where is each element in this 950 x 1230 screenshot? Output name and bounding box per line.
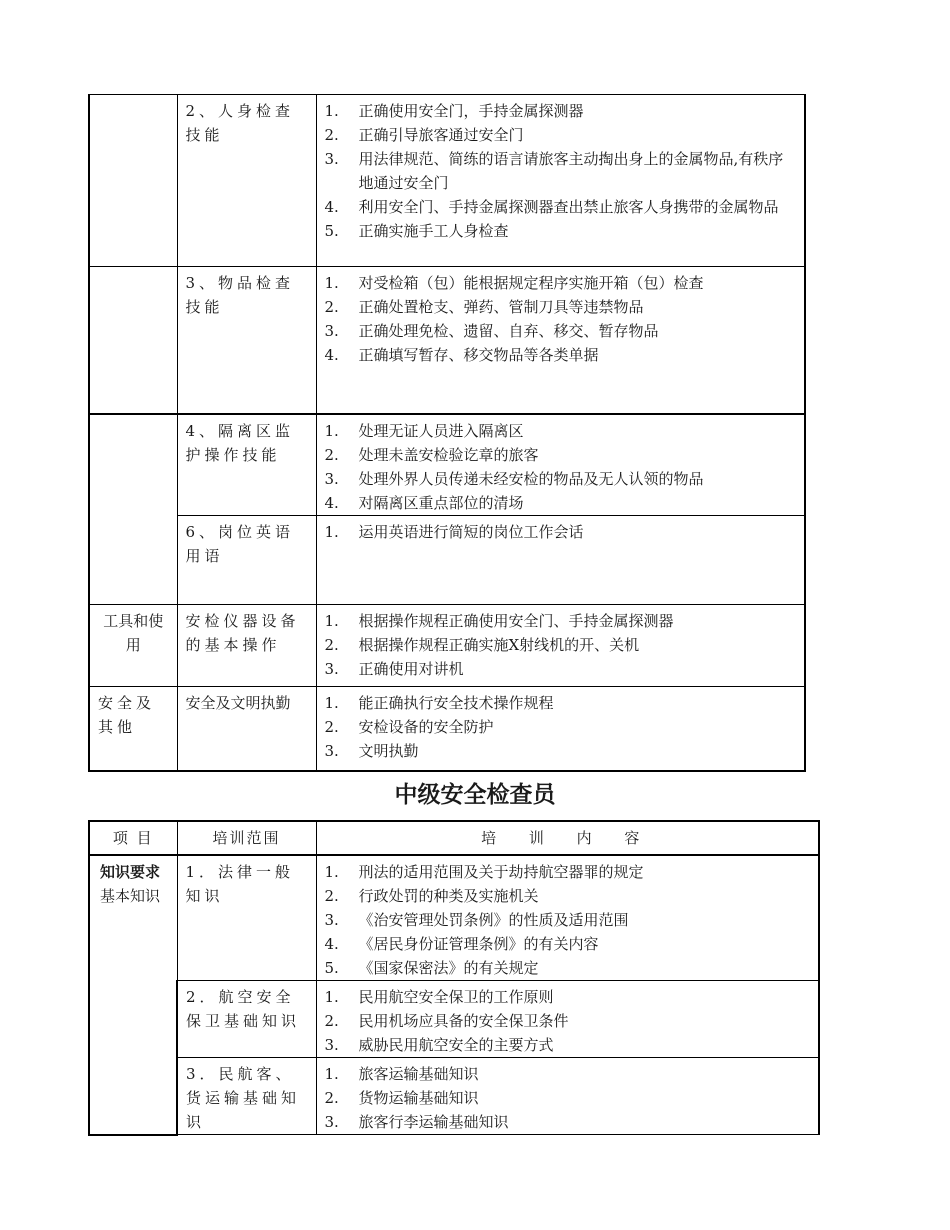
table-header-row bbox=[89, 821, 819, 855]
list-item: 4. 正确填写暂存、移交物品等各类单据 bbox=[324, 346, 599, 364]
table-row bbox=[89, 1058, 819, 1135]
content-cell bbox=[316, 1058, 819, 1135]
content-cell bbox=[316, 981, 819, 1058]
content-cell bbox=[316, 267, 805, 414]
project-cell bbox=[89, 414, 177, 516]
list-item: 5. 《国家保密法》的有关规定 bbox=[324, 959, 539, 977]
list-item: 3. 用法律规范、简练的语言请旅客主动掏出身上的金属物品,有秩序地通过安全门 bbox=[324, 150, 784, 192]
table-row bbox=[89, 95, 805, 267]
list-item: 4. 《居民身份证管理条例》的有关内容 bbox=[324, 935, 599, 953]
content-cell bbox=[316, 855, 819, 981]
list-item: 5. 正确实施手工人身检查 bbox=[324, 222, 509, 240]
list-item: 2. 根据操作规程正确实施X射线机的开、关机 bbox=[324, 636, 640, 654]
project-cell: 工具和使用 bbox=[89, 605, 177, 687]
list-item: 3. 处理外界人员传递未经安检的物品及无人认领的物品 bbox=[324, 469, 704, 488]
list-item: 3. 文明执勤 bbox=[324, 742, 419, 760]
list-item: 2. 正确引导旅客通过安全门 bbox=[324, 126, 524, 144]
range-cell: 安检仪器设备的基本操作 bbox=[177, 605, 316, 687]
intermediate-training-table bbox=[88, 820, 820, 1136]
project-cell: 安全及其他 bbox=[89, 687, 177, 771]
content-cell bbox=[316, 687, 805, 771]
table-row bbox=[89, 605, 805, 687]
list-item: 4. 对隔离区重点部位的清场 bbox=[324, 493, 524, 512]
content-cell bbox=[316, 414, 805, 516]
project-cell bbox=[89, 95, 177, 267]
table-row bbox=[89, 687, 805, 771]
list-item: 2. 货物运输基础知识 bbox=[324, 1089, 479, 1107]
list-item: 1. 刑法的适用范围及关于劫持航空器罪的规定 bbox=[324, 863, 644, 881]
range-cell: 安全及文明执勤 bbox=[177, 687, 316, 771]
list-item: 3. 正确使用对讲机 bbox=[324, 660, 464, 678]
content-cell bbox=[316, 95, 805, 267]
list-item: 3. 正确处理免检、遗留、自弃、移交、暂存物品 bbox=[324, 322, 659, 340]
list-item: 3. 《治安管理处罚条例》的性质及适用范围 bbox=[324, 911, 629, 929]
list-item: 2. 安检设备的安全防护 bbox=[324, 718, 494, 736]
list-item: 4. 利用安全门、手持金属探测器查出禁止旅客人身携带的金属物品 bbox=[324, 198, 779, 216]
project-cell bbox=[89, 516, 177, 605]
list-item: 1. 根据操作规程正确使用安全门、手持金属探测器 bbox=[324, 612, 674, 630]
section-title: 中级安全检查员 bbox=[394, 782, 556, 808]
table-row bbox=[89, 414, 805, 516]
range-cell: 1．法律一般知识 bbox=[177, 855, 316, 981]
knowledge-requirement-label: 知识要求 bbox=[100, 863, 161, 881]
range-cell: 3、物品检查技能 bbox=[177, 267, 316, 414]
list-item: 2. 行政处罚的种类及实施机关 bbox=[324, 887, 539, 905]
list-item: 2. 处理未盖安检验讫章的旅客 bbox=[324, 445, 539, 464]
range-cell: 2、人身检查技能 bbox=[177, 95, 316, 267]
range-cell: 2．航空安全保卫基础知识 bbox=[177, 981, 316, 1058]
table-row bbox=[89, 267, 805, 414]
list-item: 1. 正确使用安全门，手持金属探测器 bbox=[324, 102, 584, 120]
list-item: 2. 民用机场应具备的安全保卫条件 bbox=[324, 1012, 569, 1030]
list-item: 1. 运用英语进行简短的岗位工作会话 bbox=[324, 523, 584, 541]
basic-knowledge-label: 基本知识 bbox=[100, 887, 161, 905]
list-item: 1. 旅客运输基础知识 bbox=[324, 1065, 479, 1083]
header-content: 培 训 内 容 bbox=[316, 821, 819, 855]
list-item: 1. 能正确执行安全技术操作规程 bbox=[324, 694, 554, 712]
content-cell bbox=[316, 516, 805, 605]
list-item: 1. 民用航空安全保卫的工作原则 bbox=[324, 988, 554, 1006]
content-cell bbox=[316, 605, 805, 687]
list-item: 1. 处理无证人员进入隔离区 bbox=[324, 421, 524, 440]
list-item: 2. 正确处置枪支、弹药、管制刀具等违禁物品 bbox=[324, 298, 644, 316]
list-item: 3. 威胁民用航空安全的主要方式 bbox=[324, 1036, 554, 1054]
list-item: 3. 旅客行李运输基础知识 bbox=[324, 1113, 509, 1131]
table-row bbox=[89, 516, 805, 605]
range-cell: 3．民航客、货运输基础知识 bbox=[177, 1058, 316, 1135]
project-cell bbox=[89, 267, 177, 414]
skills-table-continued bbox=[88, 94, 806, 772]
table-row bbox=[89, 981, 819, 1058]
range-cell: 4、隔离区监护操作技能 bbox=[177, 414, 316, 516]
list-item: 1. 对受检箱（包）能根据规定程序实施开箱（包）检查 bbox=[324, 274, 704, 292]
header-range: 培训范围 bbox=[177, 821, 316, 855]
table-row bbox=[89, 855, 819, 981]
project-cell bbox=[89, 855, 177, 1135]
range-cell: 6、岗位英语用语 bbox=[177, 516, 316, 605]
header-project: 项 目 bbox=[89, 821, 177, 855]
